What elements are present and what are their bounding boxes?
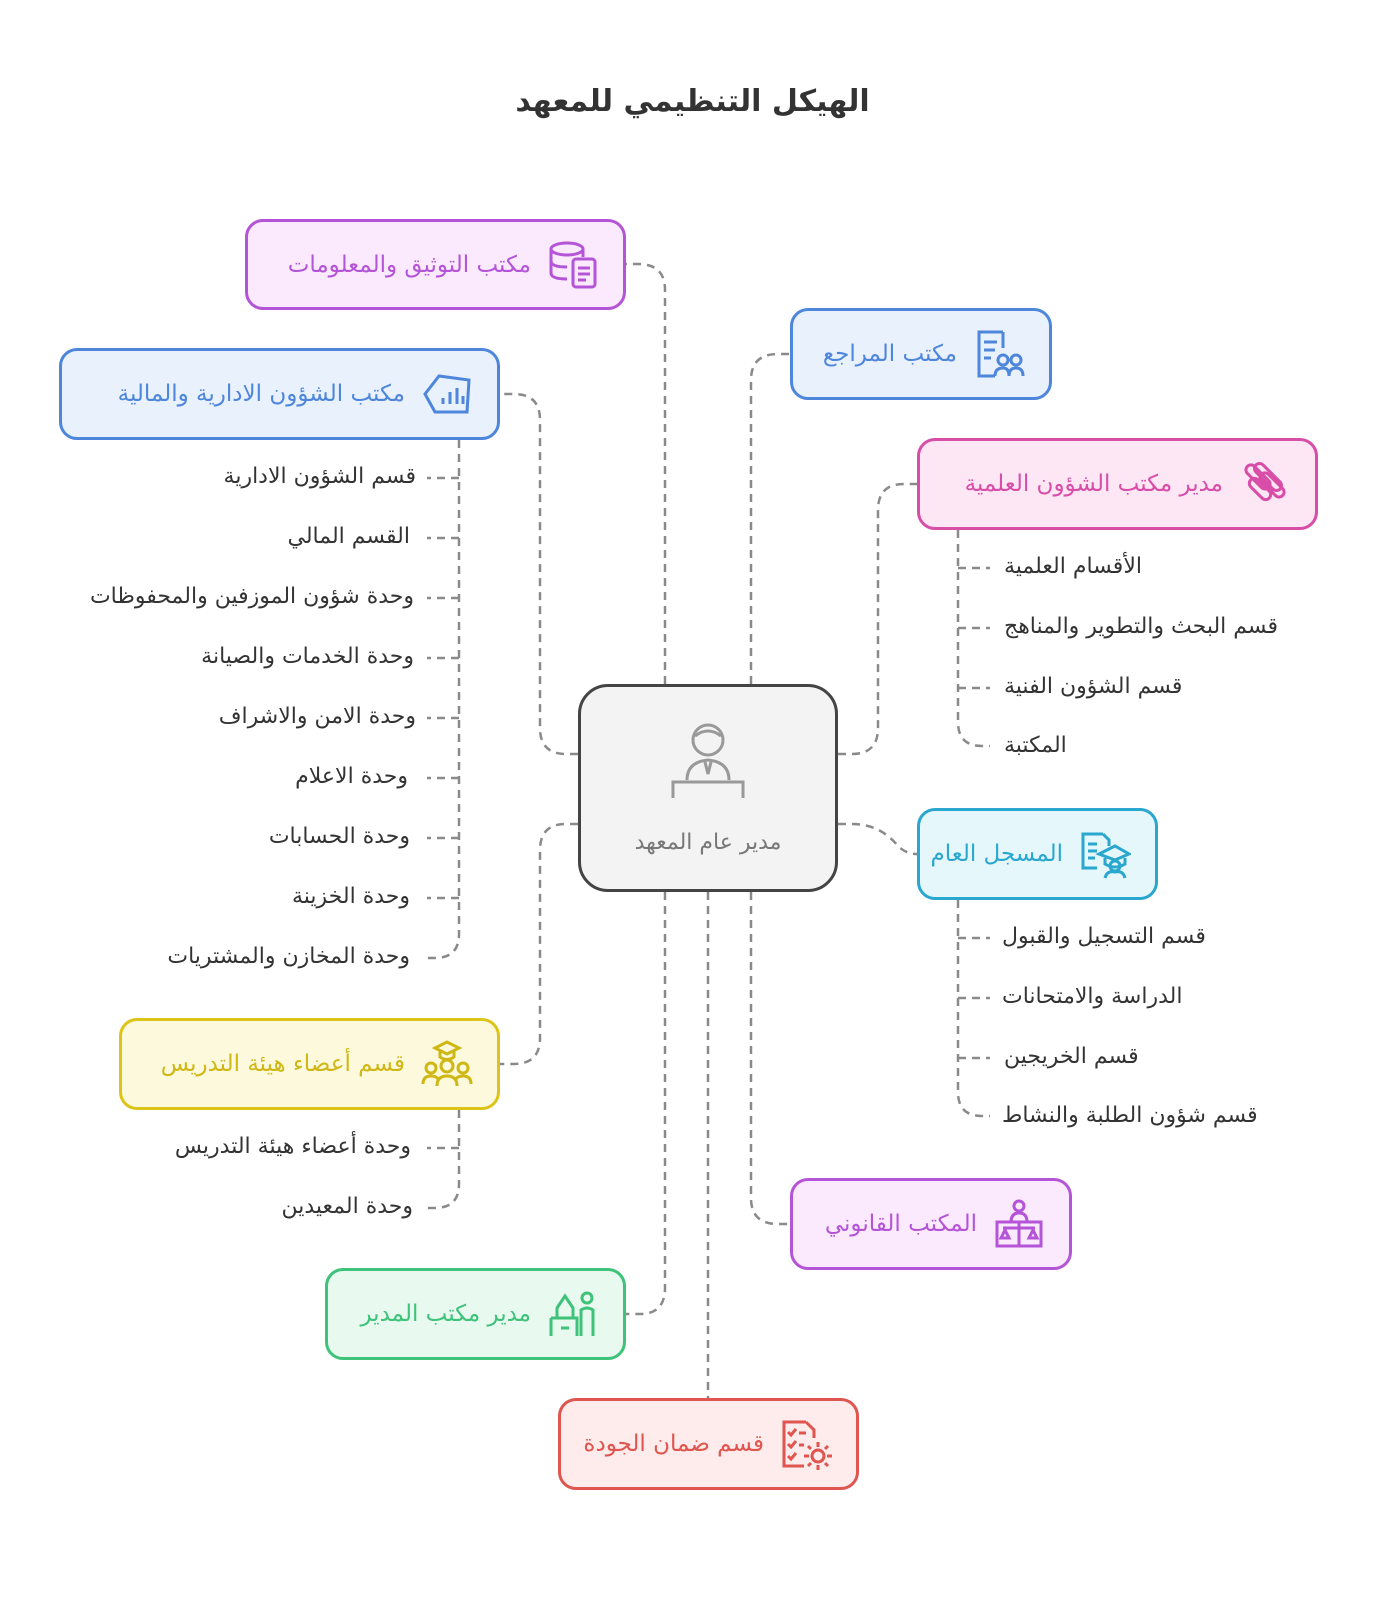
list-item: وحدة الاعلام — [295, 764, 408, 789]
justice-scale-icon — [993, 1198, 1045, 1250]
list-item: وحدة الامن والاشراف — [218, 704, 416, 729]
node-quality-assurance[interactable] — [558, 1398, 859, 1490]
list-item: القسم المالي — [287, 524, 410, 549]
faculty-group-icon — [421, 1038, 473, 1090]
node-admin-finance-office[interactable] — [59, 348, 500, 440]
list-item: وحدة الخدمات والصيانة — [201, 644, 414, 669]
list-item: وحدة الحسابات — [268, 824, 410, 849]
trunk-faculty — [427, 1110, 459, 1208]
list-item: الأقسام العلمية — [1004, 554, 1142, 579]
connector-admin — [500, 394, 578, 754]
node-director-office-manager[interactable] — [325, 1268, 626, 1360]
list-item: وحدة المعيدين — [281, 1194, 413, 1219]
list-item: وحدة المخازن والمشتريات — [167, 944, 410, 969]
trunk-reg — [958, 900, 990, 1116]
person-at-desk-icon — [665, 722, 751, 812]
connector-docs — [626, 264, 665, 684]
list-item: وحدة شؤون الموزفين والمحفوظات — [89, 584, 414, 609]
node-label: قسم ضمان الجودة — [583, 1431, 764, 1457]
chart-tag-icon — [421, 368, 473, 420]
node-general-registrar[interactable] — [917, 808, 1158, 900]
node-legal-office[interactable] — [790, 1178, 1072, 1270]
paperclips-icon — [1239, 458, 1291, 510]
database-document-icon — [547, 239, 599, 291]
document-users-icon — [973, 328, 1025, 380]
list-item: وحدة الخزينة — [291, 884, 410, 909]
node-label: مكتب المراجع — [822, 341, 957, 367]
node-label: مكتب الشؤون الادارية والمالية — [117, 381, 405, 407]
trunk-sci — [958, 530, 990, 746]
checklist-gear-icon — [780, 1418, 832, 1470]
diagram-title: الهيكل التنظيمي للمعهد — [515, 84, 870, 119]
node-documentation-office[interactable] — [245, 219, 626, 310]
list-item: قسم الشؤون الادارية — [223, 464, 416, 489]
list-item: قسم الخريجين — [1004, 1044, 1139, 1069]
node-label: المسجل العام — [930, 841, 1063, 867]
connector-reg — [838, 824, 917, 854]
node-scientific-affairs-director[interactable] — [917, 438, 1318, 530]
node-label: مدير مكتب المدير — [360, 1301, 531, 1327]
node-references-office[interactable] — [790, 308, 1052, 400]
connector-sci — [838, 484, 917, 754]
node-label: المكتب القانوني — [824, 1211, 977, 1237]
list-item: الدراسة والامتحانات — [1002, 984, 1183, 1009]
list-item: المكتبة — [1004, 733, 1067, 758]
node-label: مدير مكتب الشؤون العلمية — [964, 471, 1223, 497]
list-item: قسم شؤون الطلبة والنشاط — [1002, 1103, 1258, 1128]
connector-dirOffice — [626, 892, 665, 1314]
list-item: قسم الشؤون الفنية — [1004, 674, 1183, 699]
list-item: قسم التسجيل والقبول — [1002, 924, 1206, 949]
graduate-document-icon — [1079, 828, 1131, 880]
node-label: قسم أعضاء هيئة التدريس — [160, 1051, 405, 1077]
connector-refs — [751, 354, 790, 684]
office-desk-icon — [547, 1288, 599, 1340]
node-faculty-department[interactable] — [119, 1018, 500, 1110]
center-node-label: مدير عام المعهد — [634, 829, 782, 855]
list-item: قسم البحث والتطوير والمناهج — [1004, 614, 1279, 639]
list-item: وحدة أعضاء هيئة التدريس — [174, 1134, 411, 1159]
node-label: مكتب التوثيق والمعلومات — [287, 251, 531, 278]
connector-faculty — [500, 824, 578, 1064]
connector-legal — [751, 892, 790, 1224]
center-node-general-director[interactable] — [578, 684, 838, 892]
trunk-admin — [427, 440, 459, 958]
